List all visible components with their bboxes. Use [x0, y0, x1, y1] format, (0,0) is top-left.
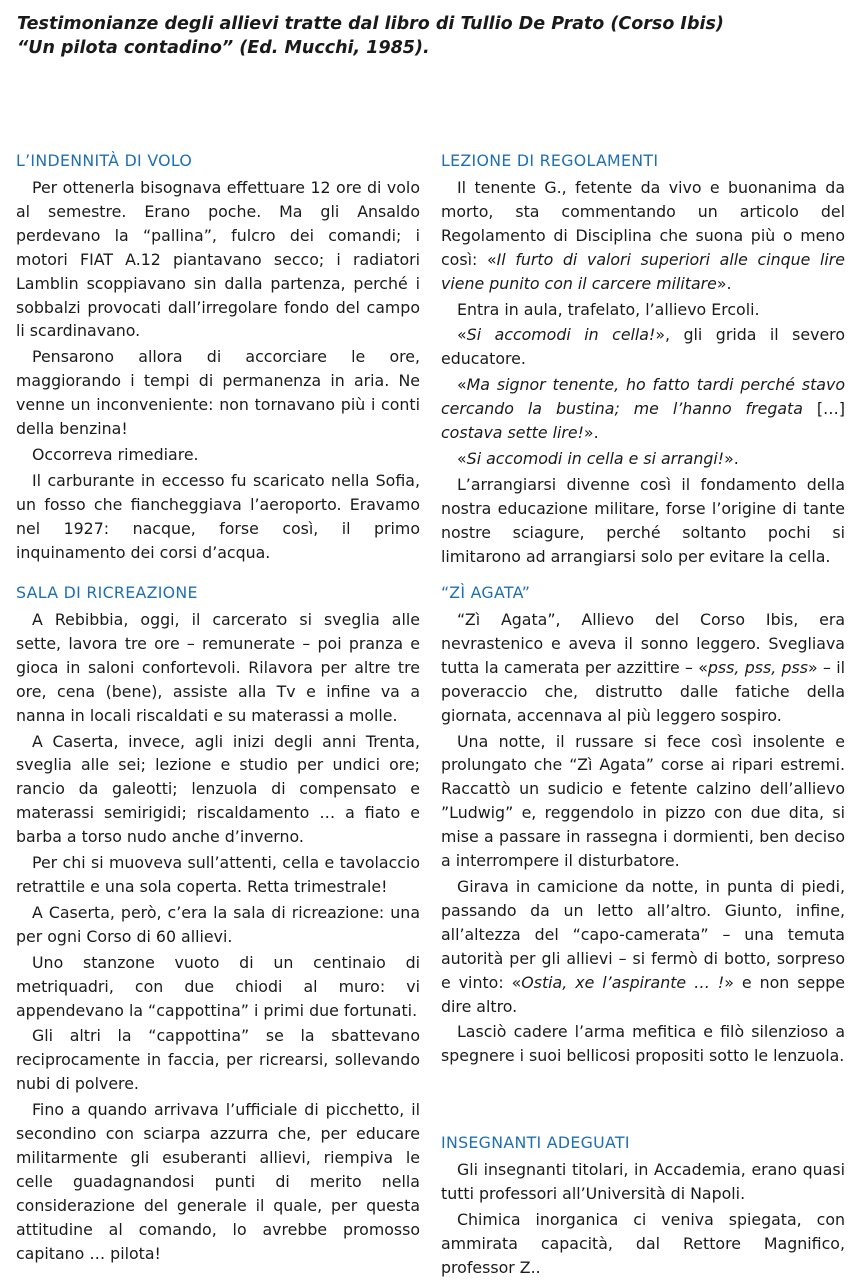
- paragraph: “Zì Agata”, Allievo del Corso Ibis, era nevrastenico e aveva il sonno leggero. Svegliava tutta la camerata per azzittire – «pss, pss, pss» – il poveraccio che, distrutto dalle fatiche della giornata, accennava al più leggero sospiro.: [441, 610, 845, 725]
- section-title: INSEGNANTI ADEGUATI: [441, 1133, 630, 1152]
- section-title: SALA DI RICREAZIONE: [16, 583, 198, 602]
- section-sala: [16, 582, 420, 1265]
- paragraph: A Caserta, però, c’era la sala di ricreazione: una per ogni Corso di 60 allievi.: [16, 902, 420, 946]
- paragraph: Gli altri la “cappottina” se la sbattevano reciprocamente in faccia, per ricrearsi, sollevando nubi di polvere.: [16, 1026, 420, 1094]
- header-line-1: Testimonianze degli allievi tratte dal libro di Tullio De Prato (Corso Ibis): [17, 14, 724, 34]
- section-title: “ZÌ AGATA”: [441, 583, 531, 602]
- paragraph: «Si accomodi in cella!», gli grida il severo educatore.: [441, 325, 845, 369]
- section-title: LEZIONE DI REGOLAMENTI: [441, 151, 659, 170]
- paragraph: Per chi si muoveva sull’attenti, cella e tavolaccio retrattile e una sola coperta. Retta trimestrale!: [16, 853, 420, 896]
- paragraph: Uno stanzone vuoto di un centinaio di metriquadri, con due chiodi al muro: vi appendevano la “cappottina” i primi due fortunati.: [16, 952, 420, 1020]
- paragraph: «Si accomodi in cella e si arrangi!».: [457, 448, 739, 468]
- paragraph: Girava in camicione da notte, in punta di piedi, passando da un letto all’altro. Giunto, infine, all’altezza del “capo-camerata” – una temuta autorità per gli allievi – si fermò di botto, sorpreso e vinto: «Ostia, xe l’aspirante … !» e non seppe dire altro.: [441, 876, 845, 1016]
- paragraph: Lasciò cadere l’arma mefitica e filò silenzioso a spegnere i suoi bellicosi propositi sotto le lenzuola.: [441, 1022, 845, 1066]
- paragraph: Occorreva rimediare.: [32, 444, 199, 464]
- paragraph: Il tenente G., fetente da vivo e buonanima da morto, sta commentando un articolo del Regolamento di Disciplina che suona più o meno così: «Il furto di valori superiori alle cinque lire viene punito con il carcere militare».: [441, 178, 845, 293]
- paragraph: L’arrangiarsi divenne così il fondamento della nostra educazione militare, forse l’origine di tante nostre sciagure, perché soltanto pochi si limitarono ad arrangiarsi solo per evitare la cella.: [441, 474, 845, 566]
- paragraph: A Rebibbia, oggi, il carcerato si sveglia alle sette, lavora tre ore – remunerate – poi pranza e gioca in saloni confortevoli. Rilavora per altre tre ore, cena (bene), assiste alla Tv e infine va a nanna in locali riscaldati e su materassi a molle.: [16, 610, 420, 725]
- paragraph: Chimica inorganica ci veniva spiegata, con ammirata capacità, dal Rettore Magnifico, professor Z..: [441, 1209, 845, 1277]
- paragraph: Entra in aula, trafelato, l’allievo Ercoli.: [457, 299, 760, 319]
- section-title: L’INDENNITÀ DI VOLO: [16, 151, 193, 170]
- paragraph: Il carburante in eccesso fu scaricato nella Sofia, un fosso che fiancheggiava l’aeroporto. Eravamo nel 1927: nacque, forse così, il primo inquinamento dei corsi d’acqua.: [16, 470, 420, 562]
- paragraph: Pensarono allora di accorciare le ore, maggiorando i tempi di permanenza in aria. Ne venne un inconveniente: non tornavano più i conti della benzina!: [16, 347, 420, 439]
- paragraph: Gli insegnanti titolari, in Accademia, erano quasi tutti professori all’Università di Napoli.: [441, 1160, 845, 1203]
- document-header: [17, 12, 847, 60]
- section-regolamenti: [441, 150, 845, 569]
- paragraph: A Caserta, invece, agli inizi degli anni Trenta, sveglia alle sei; lezione e studio per undici ore; rancio da galeotti; lenzuola di compensato e materassi semirigidi; riscaldamento … a fiato e barba a torso nudo anche d’inverno.: [16, 731, 420, 847]
- paragraph: Per ottenerla bisognava effettuare 12 ore di volo al semestre. Erano poche. Ma gli Ansaldo perdevano la “pallina”, fulcro dei comandi; i motori FIAT A.12 piantavano secco; i radiatori Lamblin scoppiavano sin dalla partenza, perché i sobbalzi provocati dall’irregolare fondo del campo li scardinavano.: [16, 178, 420, 341]
- paragraph: Una notte, il russare si fece così insolente e prolungato che “Zì Agata” corse ai ripari estremi. Raccattò un sudicio e fetente calzino dell’allievo ”Ludwig” e, reggendolo in pizzo con due dita, si mise a passare in rassegna i dormienti, ben deciso a interrompere il disturbatore.: [441, 731, 845, 871]
- paragraph: Fino a quando arrivava l’ufficiale di picchetto, il secondino con sciarpa azzurra che, per educare militarmente gli esuberanti allievi, riempiva le celle guadagnandosi punti di merito nella considerazione del generale il quale, per questa attitudine al comando, lo avrebbe promosso capitano … pilota!: [16, 1100, 420, 1263]
- paragraph: «Ma signor tenente, ho fatto tardi perché stavo cercando la bustina; me l’hanno fregata […] costava sette lire!».: [441, 375, 845, 443]
- section-agata: [441, 582, 845, 1068]
- section-insegnanti: [441, 1132, 845, 1280]
- header-line-2: “Un pilota contadino” (Ed. Mucchi, 1985).: [17, 38, 430, 58]
- section-indennita: [16, 150, 420, 565]
